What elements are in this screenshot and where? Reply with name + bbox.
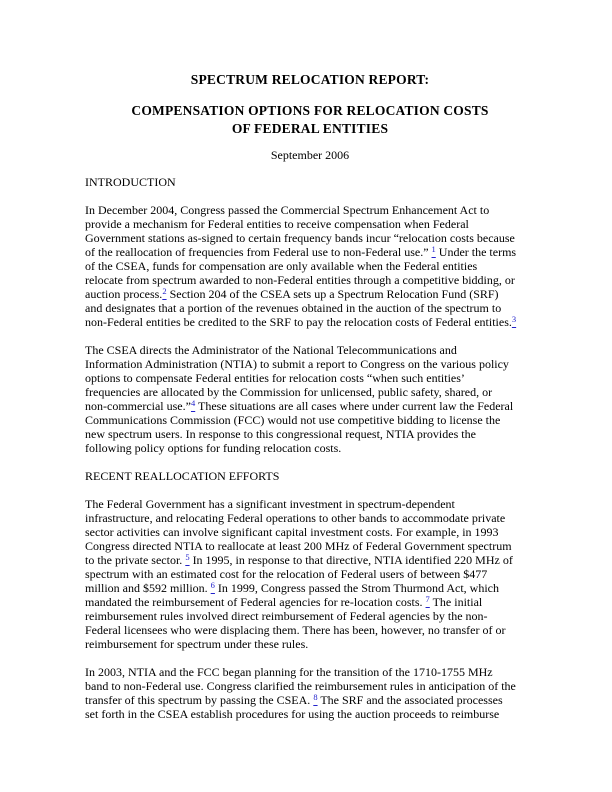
paragraph xyxy=(85,665,535,721)
text-line: options to compensate Federal entities for relocation costs “when such entities’ xyxy=(85,371,465,385)
footnote-ref-4[interactable]: 4 xyxy=(190,398,196,408)
text-line: relocate from spectrum awarded to non-Federal entities through a competitive bidding, or xyxy=(85,273,515,287)
text-line: following policy options for funding relocation costs. xyxy=(85,441,342,455)
text-line: The Federal Government has a significant investment in spectrum-dependent xyxy=(85,497,455,511)
text-line: frequencies are allocated by the Commission for unlicensed, public safety, shared, or xyxy=(85,385,493,399)
text-line: non-commercial use.”$^4$ These situations are all cases where under current law the Federal xyxy=(85,398,514,413)
text-line: Communications Commission (FCC) would not use competitive bidding to license the xyxy=(85,413,501,427)
paragraph xyxy=(85,343,535,455)
text-line: auction process.$^2$ Section 204 of the CSEA sets up a Spectrum Relocation Fund (SRF) xyxy=(85,286,499,301)
text-line: million and $592 million. $^6$ In 1999, Congress passed the Strom Thurmond Act, which xyxy=(85,580,500,595)
page-content xyxy=(85,72,535,721)
text-line: band to non-Federal use. Congress clarified the reimbursement rules in anticipation of the xyxy=(85,679,516,693)
text-line: Congress directed NTIA to reallocate at least 200 MHz of Federal Government spectrum xyxy=(85,539,512,553)
paragraph xyxy=(85,497,535,651)
text-line: infrastructure, and relocating Federal operations to other bands to accommodate private xyxy=(85,511,506,525)
text-line: In 2003, NTIA and the FCC began planning for the transition of the 1710-1755 MHz xyxy=(85,665,493,679)
footnote-ref-2[interactable]: 2 xyxy=(162,286,167,296)
text-line: of the reallocation of frequencies from Federal use to non-Federal use.” $^1$ Under the terms xyxy=(85,244,517,259)
footnote-ref-3[interactable]: 3 xyxy=(511,314,517,324)
footnote-ref-7[interactable]: 7 xyxy=(425,594,430,604)
report-subtitle xyxy=(85,102,535,138)
paragraph xyxy=(85,203,535,329)
footnote-ref-6[interactable]: 6 xyxy=(210,580,215,590)
text-line: set forth in the CSEA establish procedures for using the auction proceeds to reimburse xyxy=(85,707,500,721)
text-line: transfer of this spectrum by passing the CSEA. $^8$ The SRF and the associated processes xyxy=(85,692,503,707)
text-line: to the private sector. $^5$ In 1995, in response to that directive, NTIA identified 220 MHz of xyxy=(85,552,513,567)
text-line: Federal licensees who were displacing them. There has been, however, no transfer of or xyxy=(85,623,506,637)
text-line: spectrum with an estimated cost for the relocation of Federal users of between $477 xyxy=(85,567,488,581)
report-subtitle-line2: OF FEDERAL ENTITIES xyxy=(231,121,389,136)
report-subtitle-line1: COMPENSATION OPTIONS FOR RELOCATION COSTS xyxy=(131,103,489,118)
section-heading: RECENT REALLOCATION EFFORTS xyxy=(85,469,280,483)
text-line: Information Administration (NTIA) to submit a report to Congress on the various policy xyxy=(85,357,509,371)
text-line: non-Federal entities be credited to the SRF to pay the relocation costs of Federal entities.$^3$ xyxy=(85,314,517,329)
report-date: September 2006 xyxy=(270,148,350,162)
text-line: of the CSEA, funds for compensation are only available when the Federal entities xyxy=(85,259,478,273)
text-line: sector activities can involve significant capital investment costs. For example, in 1993 xyxy=(85,525,499,539)
text-line: In December 2004, Congress passed the Commercial Spectrum Enhancement Act to xyxy=(85,203,490,217)
text-line: reimbursement for spectrum under these rules. xyxy=(85,637,309,651)
document-sections xyxy=(85,175,535,721)
footnote-ref-1[interactable]: 1 xyxy=(431,244,436,254)
report-title: SPECTRUM RELOCATION REPORT: xyxy=(190,72,430,87)
text-line: Government stations as-signed to certain frequency bands incur “relocation costs because xyxy=(85,231,515,245)
section-heading: INTRODUCTION xyxy=(85,175,176,189)
text-line: and designates that a portion of the revenues obtained in the auction of the spectrum to xyxy=(85,301,502,315)
text-line: mandated the reimbursement of Federal agencies for re-location costs. $^7$ The initial xyxy=(85,594,483,609)
text-line: provide a mechanism for Federal entities to receive compensation when Federal xyxy=(85,217,469,231)
footnote-ref-8[interactable]: 8 xyxy=(313,692,318,702)
text-line: reimbursement rules involved direct reimbursement of Federal agencies by the non- xyxy=(85,609,488,623)
text-line: The CSEA directs the Administrator of the National Telecommunications and xyxy=(85,343,457,357)
text-line: new spectrum users. In response to this congressional request, NTIA provides the xyxy=(85,427,476,441)
footnote-ref-5[interactable]: 5 xyxy=(185,552,190,562)
